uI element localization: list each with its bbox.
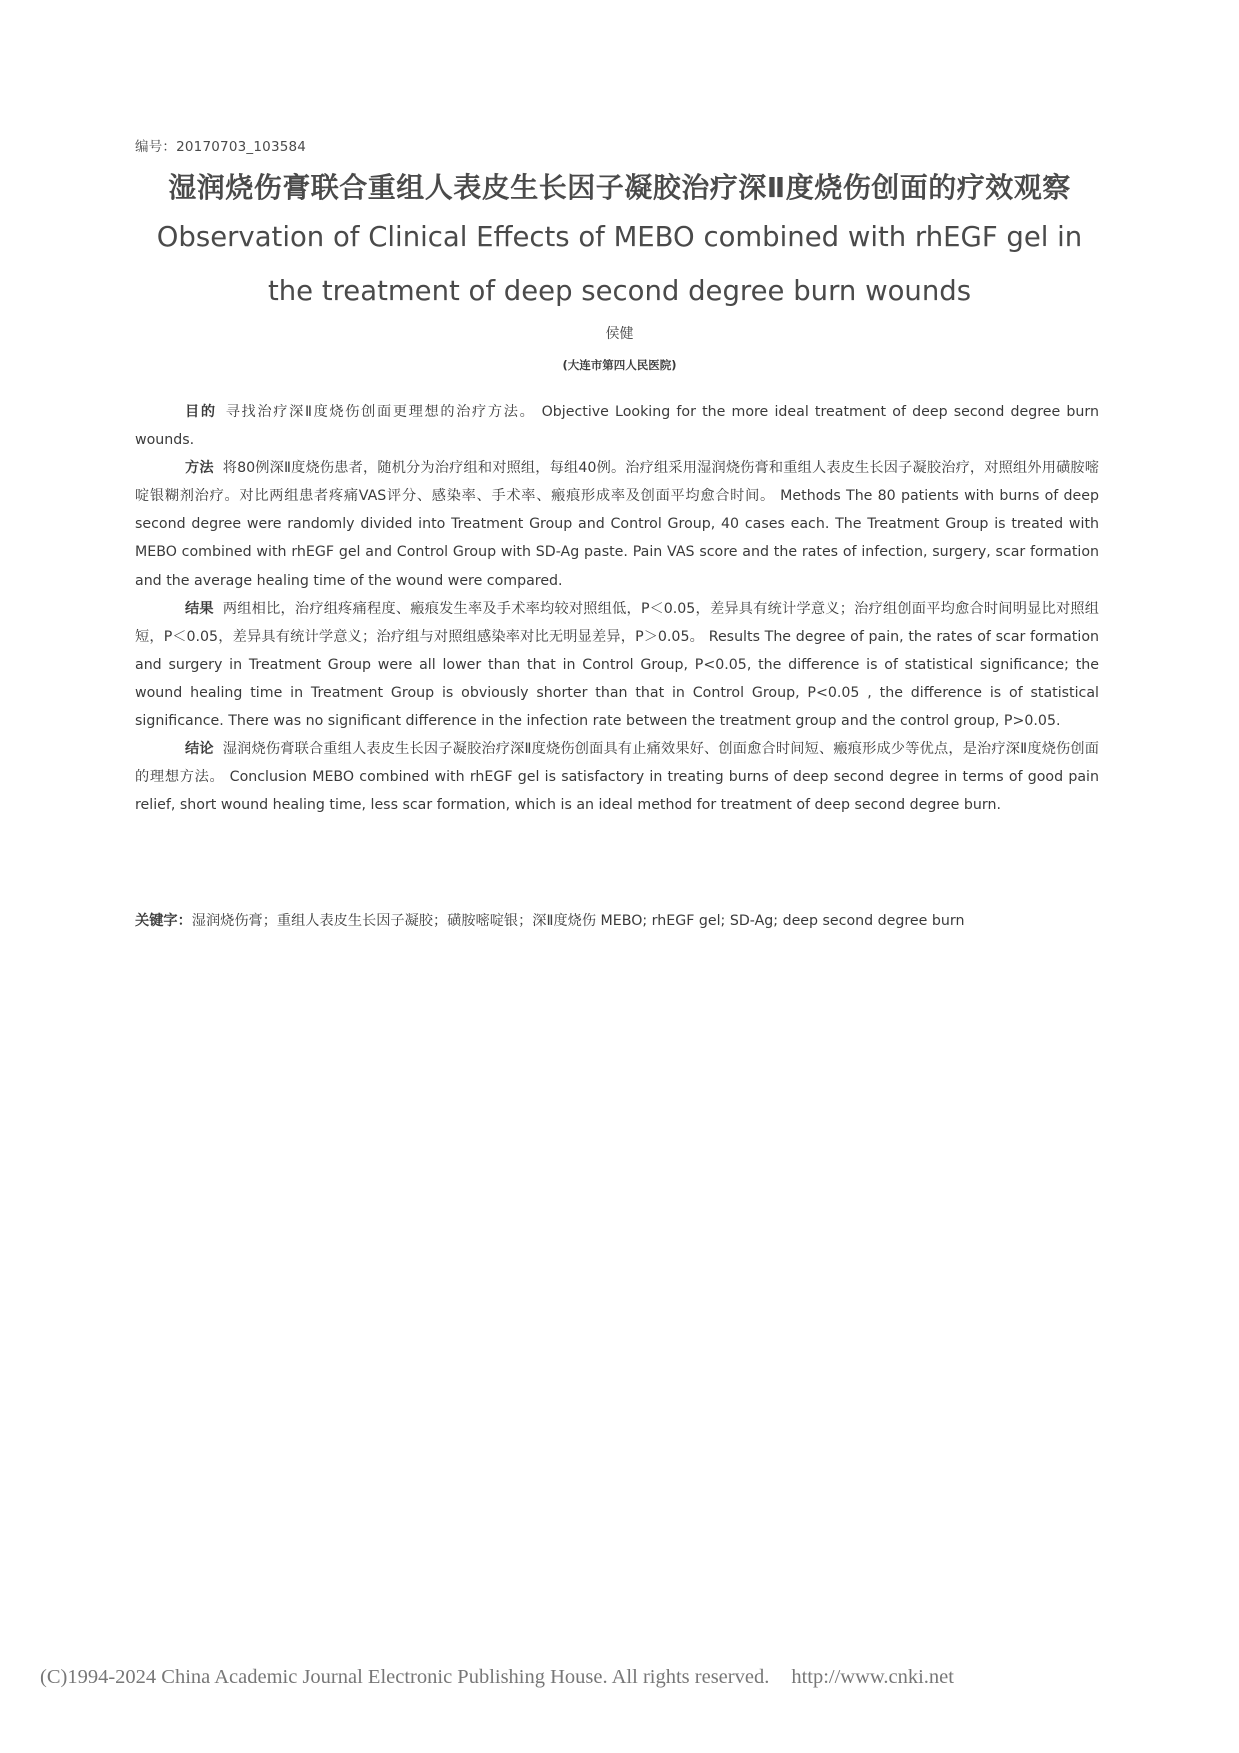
keywords-label: 关键字： (135, 913, 192, 929)
abstract-conclusion (135, 735, 1099, 819)
keywords (135, 909, 1115, 933)
copyright-footer (40, 1666, 1200, 1689)
title-english-line-1: Observation of Clinical Effects of MEBO combined with rhEGF gel in (156, 221, 1083, 253)
methods-label: 方法 (185, 460, 214, 477)
cnki-url: http://www.cnki.net (791, 1666, 954, 1688)
abstract-methods (135, 454, 1099, 594)
methods-text: 将80例深Ⅱ度烧伤患者，随机分为治疗组和对照组，每组40例。治疗组采用湿润烧伤膏和重组人表皮生长因子凝胶治疗，对照组外用磺胺嘧啶银糊剂治疗。对比两组患者疼痛VAS评分、感染率、手术率、瘢痕形成率及创面平均愈合时间。 Methods The 80 patients with burns of deep second degree were randomly divided into Treatment Group and Control Group, 40 cases each. The Treatment Group is treated with MEBO combined with rhEGF gel and Control Group with SD-Ag paste. Pain VAS score and the rates of infection, surgery, scar formation and the average healing time of the wound were compared. (135, 460, 1099, 589)
results-label: 结果 (185, 600, 214, 617)
abstract (135, 398, 1099, 819)
objective-text: 寻找治疗深Ⅱ度烧伤创面更理想的治疗方法。 Objective Looking for the more ideal treatment of deep second degree burn wounds. (135, 404, 1099, 449)
objective-label: 目的 (185, 404, 217, 420)
author-name: 侯健 (605, 326, 634, 342)
title-english (110, 210, 1129, 318)
title-chinese: 湿润烧伤膏联合重组人表皮生长因子凝胶治疗深Ⅱ度烧伤创面的疗效观察 (168, 171, 1071, 204)
author-affiliation: (大连市第四人民医院) (562, 358, 677, 372)
conclusion-label: 结论 (185, 741, 214, 758)
conclusion-text: 湿润烧伤膏联合重组人表皮生长因子凝胶治疗深Ⅱ度烧伤创面具有止痛效果好、创面愈合时间短、瘢痕形成少等优点，是治疗深Ⅱ度烧伤创面的理想方法。 Conclusion MEBO combined with rhEGF gel is satisfactory in treating burns of deep second degree in terms of good pain relief, short wound healing time, less scar formation, which is an ideal method for treatment of deep second degree burn. (135, 741, 1099, 814)
results-text: 两组相比，治疗组疼痛程度、瘢痕发生率及手术率均较对照组低，P＜0.05，差异具有统计学意义；治疗组创面平均愈合时间明显比对照组短，P＜0.05，差异具有统计学意义；治疗组与对照组感染率对比无明显差异，P＞0.05。 Results The degree of pain, the rates of scar formation and surgery in Treatment Group were all lower than that in Control Group, P<0.05, the difference is of statistical significance; the wound healing time in Treatment Group is obviously shorter than that in Control Group, P<0.05 , the difference is of statistical significance. There was no significant difference in the infection rate between the treatment group and the control group, P>0.05. (135, 600, 1099, 730)
document-number: 编号：20170703_103584 (135, 139, 307, 155)
title-block (110, 168, 1129, 318)
abstract-objective (135, 398, 1099, 454)
abstract-results (135, 595, 1099, 735)
keywords-text: 湿润烧伤膏；重组人表皮生长因子凝胶；磺胺嘧啶银；深Ⅱ度烧伤 MEBO; rhEGF gel; SD-Ag; deep second degree burn (191, 913, 965, 929)
title-english-line-2: the treatment of deep second degree burn wounds (267, 275, 972, 307)
copyright-text: (C)1994-2024 China Academic Journal Electronic Publishing House. All rights reserved. (40, 1666, 770, 1688)
